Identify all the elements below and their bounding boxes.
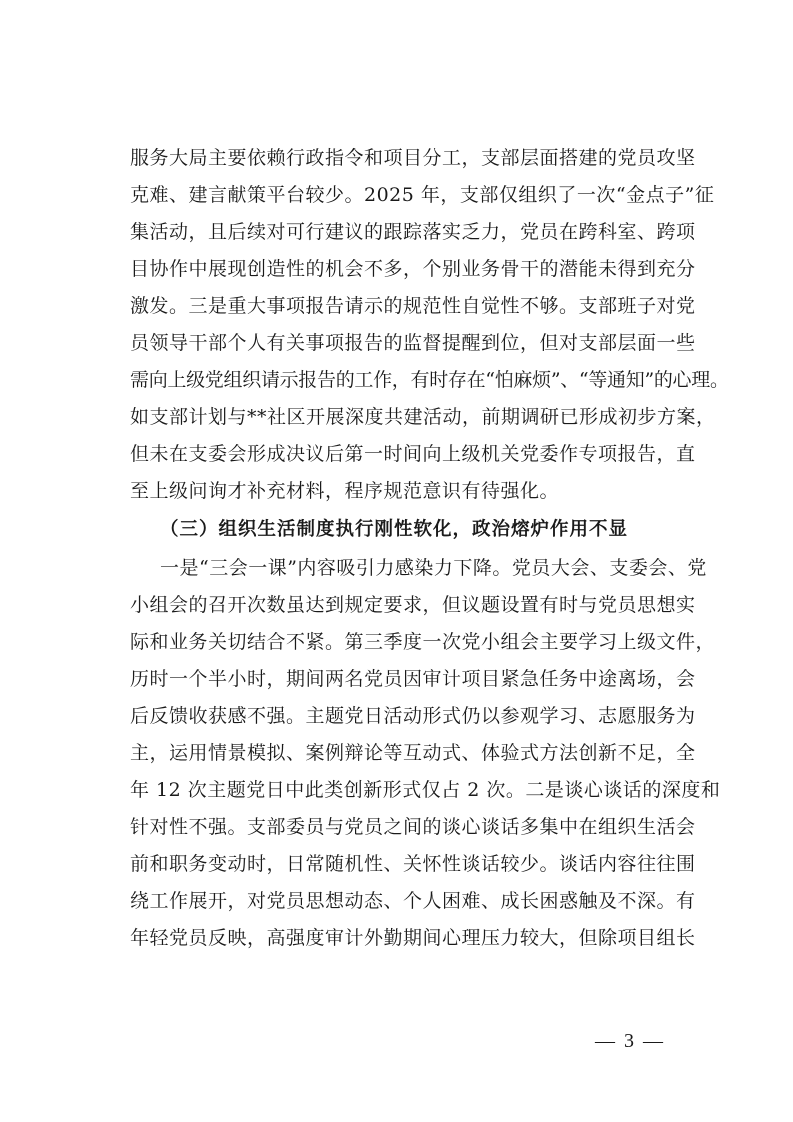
text-line: 年轻党员反映，高强度审计外勤期间心理压力较大，但除项目组长 <box>130 927 696 949</box>
text-line: 主，运用情景模拟、案例辩论等互动式、体验式方法创新不足，全 <box>130 742 696 764</box>
text-line: 集活动，且后续对可行建议的跟踪落实乏力，党员在跨科室、跨项 <box>130 221 696 243</box>
text-line: 小组会的召开次数虽达到规定要求，但议题设置有时与党员思想实 <box>130 594 696 616</box>
text-line: 克难、建言献策平台较少。2025 年，支部仅组织了一次“金点子”征 <box>130 184 715 206</box>
text-line: 如支部计划与**社区开展深度共建活动，前期调研已形成初步方案， <box>130 406 716 428</box>
text-line: 后反馈收获感不强。主题党日活动形式仍以参观学习、志愿服务为 <box>130 705 696 727</box>
paragraph-2 <box>130 550 721 957</box>
text-line: 历时一个半小时，期间两名党员因审计项目紧急任务中途离场，会 <box>130 668 696 690</box>
paragraph-1 <box>130 140 729 510</box>
text-line: 绕工作展开，对党员思想动态、个人困难、成长困惑触及不深。有 <box>130 890 696 912</box>
text-line: 但未在支委会形成决议后第一时间向上级机关党委作专项报告，直 <box>130 443 696 465</box>
text-line: 员领导干部个人有关事项报告的监督提醒到位，但对支部层面一些 <box>130 332 696 354</box>
page-number: — 3 — <box>595 1030 665 1052</box>
text-line: 目协作中展现创造性的机会不多，个别业务骨干的潜能未得到充分 <box>130 258 696 280</box>
text-line: 激发。三是重大事项报告请示的规范性自觉性不够。支部班子对党 <box>130 295 696 317</box>
text-line: 前和职务变动时，日常随机性、关怀性谈话较少。谈话内容往往围 <box>130 853 696 875</box>
text-line: 际和业务关切结合不紧。第三季度一次党小组会主要学习上级文件， <box>130 631 716 653</box>
text-line: 一是“三会一课”内容吸引力感染力下降。党员大会、支委会、党 <box>160 557 707 579</box>
text-line: 年 12 次主题党日中此类创新形式仅占 2 次。二是谈心谈话的深度和 <box>130 779 721 801</box>
text-line: 需向上级党组织请示报告的工作，有时存在“怕麻烦”、“等通知”的心理。 <box>130 369 729 391</box>
section-heading: （三）组织生活制度执行刚性软化，政治熔炉作用不显 <box>160 519 629 540</box>
text-line: 至上级问询才补充材料，程序规范意识有待强化。 <box>130 480 560 502</box>
text-line: 针对性不强。支部委员与党员之间的谈心谈话多集中在组织生活会 <box>130 816 696 838</box>
text-line: 服务大局主要依赖行政指令和项目分工，支部层面搭建的党员攻坚 <box>130 147 696 169</box>
document-body <box>130 140 729 957</box>
